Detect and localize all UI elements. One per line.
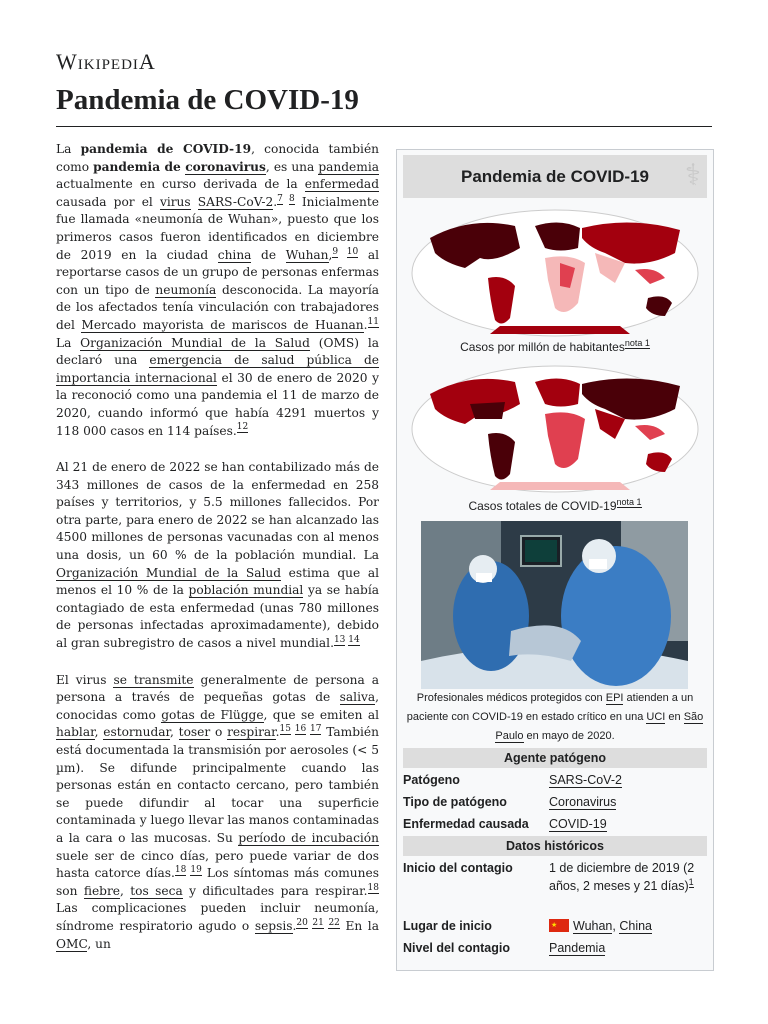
article-link[interactable]: saliva <box>339 690 376 705</box>
article-link[interactable]: población mundial <box>188 583 304 598</box>
row-value-link[interactable]: Pandemia <box>549 941 606 955</box>
article-link[interactable]: Organización Mundial de la Salud <box>80 335 310 350</box>
article-link[interactable]: toser <box>178 725 211 740</box>
icu-photo[interactable] <box>421 521 688 689</box>
article-link[interactable]: OMC <box>56 936 88 951</box>
article-text: . <box>273 194 278 209</box>
article-text: causada por el <box>56 194 160 209</box>
article-text: , un <box>87 936 111 951</box>
article-text: , <box>328 247 333 262</box>
article-paragraph-3 <box>56 672 379 954</box>
map-total-cases[interactable] <box>410 364 700 494</box>
article-link[interactable]: fiebre <box>83 883 121 898</box>
link-sao-paulo[interactable]: São Paulo <box>495 711 704 742</box>
article-text: , es una <box>265 159 319 174</box>
article-link[interactable]: coronavirus <box>185 159 266 174</box>
article-link[interactable]: Organización Mundial de la Salud <box>56 565 282 580</box>
photo-caption: Profesionales médicos protegidos con EPI atienden a un paciente con COVID-19 en estado crítico en una UCI en São Paulo en mayo de 2020. <box>406 692 704 742</box>
article-text: , <box>120 883 131 898</box>
infobox <box>396 149 714 971</box>
article-text: Los síntomas más comunes son <box>56 866 379 898</box>
link-china[interactable]: China <box>619 919 653 933</box>
article-link[interactable]: neumonía <box>155 282 217 297</box>
row-label: Patógeno <box>403 773 460 787</box>
article-link[interactable]: período de incubación <box>238 830 379 845</box>
link-epi[interactable]: EPI <box>605 692 624 704</box>
article-text: actualmente en curso derivada de la <box>56 177 305 192</box>
section-header-pathogen: Agente patógeno <box>403 748 707 768</box>
article-link[interactable]: Wuhan <box>285 247 329 262</box>
article-text: desconocida. La mayoría de los afectados tenía vinculación con trabajadores del <box>56 282 379 332</box>
article-text: y dificultades para respirar. <box>182 883 368 898</box>
article-text: Inicialmente fue llamada «neumonía de Wuhan», puesto que los primeros casos fueron identificados en diciembre de 2019 en la ciudad <box>56 194 380 262</box>
map2-caption: Casos totales de COVID-$19^{nota 1}$ <box>468 497 642 513</box>
row-label: Lugar de inicio <box>403 919 492 933</box>
article-text: , <box>170 725 179 740</box>
article-link[interactable]: se transmite <box>113 672 194 687</box>
article-text: , conocidas como <box>56 690 379 722</box>
citation-link[interactable]: 7 <box>277 193 283 204</box>
row-label: Inicio del contagio <box>403 861 513 875</box>
article-paragraph-1 <box>56 141 379 440</box>
link-uci[interactable]: UCI <box>646 711 666 723</box>
article-text: de <box>251 247 286 262</box>
article-text <box>191 195 198 209</box>
article-text: o <box>210 725 228 740</box>
article-text: La <box>56 335 81 350</box>
note-link[interactable]: nota 1 <box>624 338 650 348</box>
citation-link[interactable]: 18 <box>367 882 379 893</box>
article-link[interactable]: virus <box>159 194 191 209</box>
article-text: estima que al menos el 10 % de la <box>56 565 379 598</box>
citation-link[interactable]: 11 <box>367 316 379 327</box>
title-divider <box>56 126 712 127</box>
article-text: . <box>363 317 368 332</box>
citation-link[interactable]: 22 <box>328 917 340 928</box>
citation-link[interactable]: 9 <box>332 246 339 257</box>
wikipedia-logo[interactable]: WikipediA <box>56 49 156 74</box>
article-text: generalmente de persona a persona a través de pequeñas gotas de <box>56 672 379 705</box>
article-link[interactable]: gotas de Flügge <box>161 707 264 722</box>
article-text: pandemia de COVID-19 <box>80 142 252 156</box>
citation-link[interactable]: 18 <box>174 865 187 876</box>
section-header-history: Datos históricos <box>403 836 707 856</box>
citation-link[interactable]: 21 <box>312 917 324 928</box>
row-value-link[interactable]: SARS-CoV-2 <box>549 773 622 787</box>
article-link[interactable]: pandemia <box>318 159 379 174</box>
row-label: Nivel del contagio <box>403 941 510 955</box>
row-value: ★ Wuhan, China <box>549 917 707 935</box>
article-text: . <box>275 725 280 740</box>
article-link[interactable]: Mercado mayorista de mariscos de Huanan <box>81 317 364 332</box>
article-text: En la <box>339 918 379 933</box>
article-text: . <box>292 918 297 933</box>
page-title: Pandemia de COVID-19 <box>56 84 359 116</box>
note-link[interactable]: nota 1 <box>616 497 642 507</box>
article-text: ya se había contagiado de esta enfermedad (unas 780 millones de personas infectadas aproximadamente), debido al gran subregistro de casos a nivel mundial. <box>56 583 379 651</box>
article-link[interactable]: hablar <box>56 725 95 740</box>
article-text: También está documentada la transmisión por aerosoles (< 5 µm). Se difunde principalmente cuando las personas están en contacto cercano, pero también se puede difundir al tocar una superficie contaminada y luego llevar las manos contaminadas a la cara o las mucosas. Su <box>56 725 379 845</box>
citation-link[interactable]: 17 <box>309 724 322 735</box>
article-text: Al 21 de enero de 2022 se han contabilizado más de 343 millones de casos de la enfermedad en 258 países y territorios, y 5.5 millones fallecidos. Por otra parte, para enero de 2022 se han alcanzado las 4500 millones de personas vacunadas con al menos una dosis, un 60 % de la población mundial. La <box>56 460 379 563</box>
article-link[interactable]: sepsis <box>254 918 293 933</box>
article-body <box>56 141 379 972</box>
article-text: El virus <box>56 672 114 687</box>
article-text: pandemia de <box>93 159 186 174</box>
citation-link[interactable]: 12 <box>236 422 249 433</box>
article-link[interactable]: respirar <box>227 725 276 740</box>
article-text: , que se emiten al <box>263 707 379 722</box>
row-value-link[interactable]: Coronavirus <box>549 795 617 809</box>
article-text: La <box>56 142 81 156</box>
citation-link[interactable]: 20 <box>296 917 308 928</box>
article-text: , conocida también como <box>56 142 380 174</box>
china-flag-icon <box>549 919 569 932</box>
infobox-title: Pandemia de COVID-19 ⚕ <box>403 155 707 198</box>
row-label: Enfermedad causada <box>403 817 529 831</box>
citation-link[interactable]: 16 <box>294 724 307 735</box>
citation-link[interactable]: 19 <box>190 865 202 876</box>
citation-link[interactable]: 14 <box>348 634 360 645</box>
ref-link[interactable]: 1 <box>688 876 694 887</box>
article-link[interactable]: china <box>217 247 252 262</box>
row-value: 1 de diciembre de 2019 (2 años, 2 meses y 21 días)$^1$ <box>549 861 695 893</box>
row-label: Tipo de patógeno <box>403 795 507 809</box>
citation-link[interactable]: 13 <box>333 634 346 645</box>
article-paragraph-2 <box>56 459 379 653</box>
caduceus-icon: ⚕ <box>684 159 701 192</box>
citation-link[interactable]: 15 <box>279 724 291 735</box>
article-text: Las complicaciones pueden incluir neumonía, síndrome respiratorio agudo o <box>56 901 379 933</box>
citation-link[interactable]: 10 <box>346 246 359 257</box>
article-link[interactable]: tos seca <box>130 883 183 898</box>
article-text: suele ser de cinco días, pero puede variar de dos hasta catorce días. <box>56 848 379 881</box>
article-text: al reportarse casos de un grupo de personas enfermas con un tipo de <box>56 247 379 297</box>
article-text: el 30 de enero de 2020 y la reconoció como una pandemia el 11 de marzo de 2020, cuando informó que había 4291 muertos y 118 000 casos en 114 países. <box>56 370 379 438</box>
article-text: (OMS) la declaró una <box>56 335 379 368</box>
citation-link[interactable]: 8 <box>288 193 295 204</box>
article-link[interactable]: estornudar <box>103 725 171 740</box>
map-cases-per-million[interactable] <box>410 208 700 338</box>
map1-caption: Casos por millón de habitantes$^{nota 1}$ <box>460 338 650 354</box>
article-text: , <box>94 725 104 740</box>
link-wuhan[interactable]: Wuhan <box>573 919 613 933</box>
row-value-link[interactable]: COVID-19 <box>549 817 607 831</box>
article-link[interactable]: SARS-CoV-2 <box>197 194 274 209</box>
article-link[interactable]: enfermedad <box>304 177 379 192</box>
article-link[interactable]: emergencia de salud pública de importancia internacional <box>56 353 379 385</box>
